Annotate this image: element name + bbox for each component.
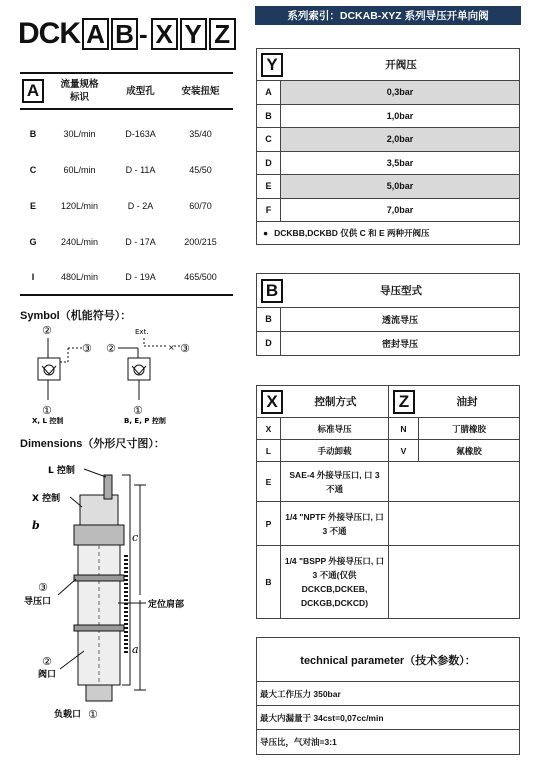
table-row [257,152,519,176]
load-port-num: ① [88,708,98,721]
tech-title: technical parameter（技术参数）： [257,638,519,682]
row-cavity: D - 19A [125,272,156,282]
row-code: E [257,175,281,198]
model-code-x: X [151,18,178,50]
row-code: X [257,418,281,439]
symbol-diagram [20,322,220,424]
row-value: 密封导压 [381,338,418,349]
cavity-header: 成型孔 [126,85,155,97]
table-row [257,81,519,105]
row-code: D [257,332,281,356]
symbol-title: Symbol（机能符号）： [20,310,132,322]
table-a-letter: A [22,79,44,103]
row-cavity: D - 11A [125,165,156,175]
dimensions-drawing [18,455,248,723]
row-torque: 60/70 [189,201,212,211]
row-value: 手动卸载 [281,440,389,461]
row-code: L [257,440,281,461]
row-code: A [257,81,281,104]
row-value: 标准导压 [281,418,389,439]
table-x-z [256,385,520,619]
seal-value: 氟橡胶 [456,445,482,456]
row-value: 透流导压 [381,314,418,325]
table-row [257,462,519,502]
seal-code: V [389,440,419,461]
row-torque: 200/215 [184,237,217,247]
row-cavity: D - 2A [127,201,154,211]
table-b-header [257,274,519,308]
torque-header: 安装扭矩 [181,85,220,97]
table-row [257,546,519,618]
row-code: F [257,199,281,222]
svg-text:①: ① [42,404,52,417]
table-y-header [257,49,519,81]
b-dim-label: b [32,519,40,532]
row-flow: 30L/min [63,129,96,139]
pilot-port-label: 导压口 [24,597,52,607]
row-flow: 240L/min [60,237,99,247]
model-code-b: B [111,18,138,50]
table-row [257,440,519,462]
row-value: 1/4 "NPTF 外接导压口, 口 3 不通 [281,502,389,545]
tech-row: 最大内漏量于 34cst=0,07cc/min [257,706,519,730]
row-value: 5,0bar [281,175,519,198]
x-control-label: X 控制 [32,494,61,504]
row-code: I [31,272,35,282]
row-code: B [29,129,37,139]
model-code-y: Y [180,18,207,50]
port-2-left: ② [42,324,52,337]
table-row [257,175,519,199]
row-value: 7,0bar [386,204,414,215]
svg-text:③: ③ [180,342,190,355]
a-dim-label: a [132,643,139,656]
row-torque: 465/500 [184,272,217,282]
row-torque: 35/40 [189,129,212,139]
row-code: E [29,201,36,211]
table-x-letter: X [261,390,283,414]
row-code: B [257,546,281,618]
table-x-title: 控制方式 [314,396,357,408]
row-flow: 480L/min [60,272,99,282]
technical-parameters [256,637,520,755]
table-row [257,105,519,129]
svg-text:①: ① [133,404,143,417]
bullet-icon: ● [263,228,269,238]
table-z-title: 油封 [456,396,478,408]
seal-value: 丁腈橡胶 [451,423,486,434]
row-code: E [257,462,281,501]
table-b-letter: B [261,279,283,303]
table-y-note-text: DCKBB,DCKBD 仅供 C 和 E 两种开阀压 [274,228,430,238]
table-y-letter: Y [261,53,283,77]
table-a-header [20,72,233,110]
dimensions-title: Dimensions（外形尺寸图）： [20,438,165,450]
row-value: 1/4 "BSPP 外接导压口, 口 3 不通(仅供 DCKCB,DCKEB, DCKGB,DCKCD) [281,546,389,618]
table-row [257,418,519,440]
table-y-title: 开阀压 [385,59,417,71]
table-row [257,308,519,332]
row-value: 2,0bar [281,128,519,151]
l-control-label: L 控制 [48,466,75,476]
table-row [257,128,519,152]
series-banner: 系列索引：DCKAB-XYZ 系列导压开单向阀 [255,6,521,25]
symbol-left-caption: X, L 控制 [32,417,64,424]
table-b [256,273,520,356]
table-row [20,116,233,152]
svg-text:③: ③ [82,342,92,355]
model-prefix: DCK [18,17,80,50]
symbol-right-caption: B, E, P 控制 [124,417,166,424]
row-value: SAE-4 外接导压口, 口 3 不通 [281,462,389,501]
flow-header: 流量规格 标识 [60,79,99,103]
row-code: B [257,308,281,331]
table-row [20,224,233,260]
row-cavity: D - 17A [125,237,156,247]
row-code: D [257,152,281,175]
svg-text:×: × [168,343,175,352]
row-code: C [29,165,37,175]
row-value: 0,3bar [281,81,519,104]
model-dash: - [139,18,148,49]
pilot-port-num: ③ [38,581,48,594]
table-row [20,152,233,188]
load-port-label: 负载口 [54,710,82,720]
table-x-z-header [257,386,519,418]
table-row [20,260,233,296]
table-b-title: 导压型式 [380,285,422,297]
model-code-z: Z [209,18,236,50]
locating-shoulder-label: 定位肩部 [148,600,185,610]
row-cavity: D-163A [125,129,156,139]
row-flow: 120L/min [60,201,99,211]
table-y-note [257,222,519,244]
tech-row: 导压比，气对油=3:1 [260,737,337,747]
table-row [20,188,233,224]
table-row [257,332,519,356]
row-code: G [29,237,37,247]
valve-port-label: 阀口 [38,670,57,680]
row-code: P [257,502,281,545]
row-torque: 45/50 [189,165,212,175]
model-code-a: A [82,18,109,50]
row-value: 3,5bar [386,157,414,168]
table-row [257,502,519,546]
table-z-letter: Z [393,390,415,414]
row-flow: 60L/min [63,165,96,175]
model-code [18,16,236,52]
table-y [256,48,520,245]
valve-port-num: ② [42,655,52,668]
ext-label: Ext. [135,328,149,336]
table-row [257,199,519,223]
table-a [20,72,233,296]
row-value: 1,0bar [386,110,414,121]
seal-code: N [389,418,419,439]
row-code: C [257,128,281,151]
c-dim-label: c [132,531,139,544]
svg-text:②: ② [106,342,116,355]
row-code: B [257,105,281,128]
tech-row: 最大工作压力 350bar [257,682,519,706]
